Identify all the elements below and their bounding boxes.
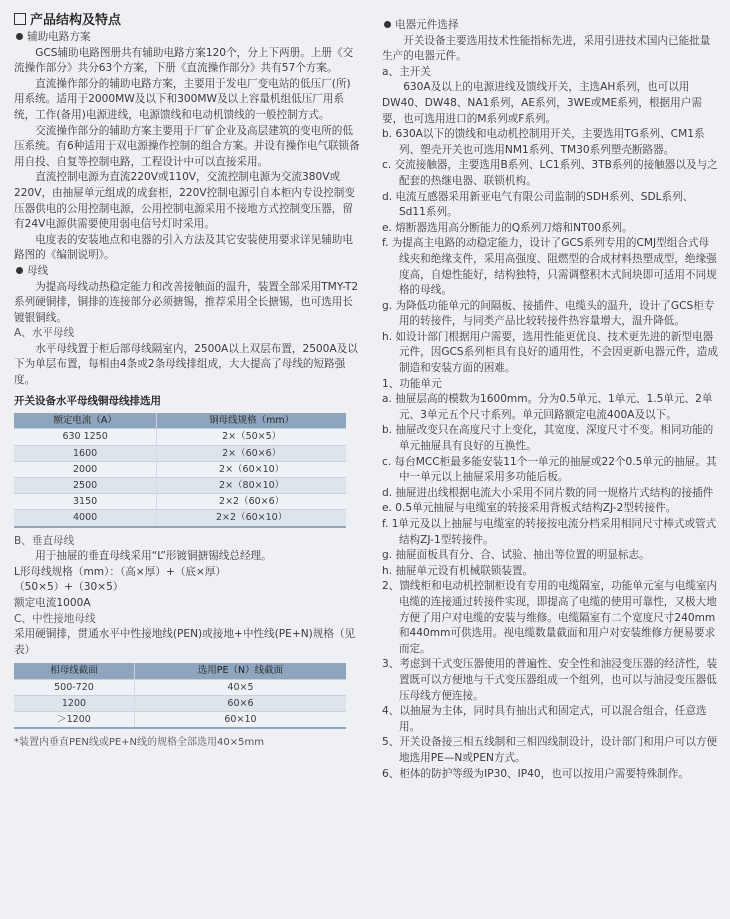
list-item: a. 抽屉层高的模数为1600mm。分为0.5单元、1单元、1.5单元、2单元、3单元五个尺寸系列。单元回路额定电流400A及以下。 — [382, 393, 713, 421]
list-item: c. 每台MCC柜最多能安装11个一单元的抽屉或22个0.5单元的抽屉。其中一单元以上抽屉采用多功能后板。 — [382, 455, 717, 484]
list-item: c. 交流接触器，主要选用B系列、LC1系列、3TB系列的接触器以及与之配套的热继电器、联锁机构。 — [382, 159, 718, 187]
table-row — [14, 679, 346, 695]
table2-header: 选用PE（N）线截面 — [134, 663, 346, 679]
list-item: d. 电流互感器采用新亚电气有限公司监制的SDH系列、SDL系列、Sd11系列。 — [382, 190, 694, 219]
table-row — [14, 663, 346, 679]
horizontal-bus-paragraph: 水平母线置于柜后部母线隔室内，2500A以上双层布置，2500A及以下为单层布置，每相由4条或2条母线排组成，大大提高了母线的短路强度。 — [14, 342, 358, 387]
table-cell: 500-720 — [14, 679, 134, 695]
neutral-bus-paragraph: 采用硬铜排，贯通水平中性接地线(PEN)或接地+中性线(PE+N)规格（见表） — [14, 628, 356, 656]
table-row — [14, 494, 346, 510]
table-cell: 2×2（60×10） — [157, 510, 346, 527]
aux-paragraph-3: 交流操作部分的辅助方案主要用于厂矿企业及高层建筑的变电所的低压系统。有6种适用于双电源操作控制的组合方案。并设有操作电气联锁备用自投、自复等控制电路，工程设计中可以直接采用。 — [14, 124, 360, 168]
table-cell: 1200 — [14, 695, 134, 711]
table-cell: 60×10 — [134, 712, 346, 729]
vertical-bus-paragraph: 用于抽屉的垂直母线采用“L”形镀铜搪锡线总经理。 — [35, 550, 272, 563]
checkbox-square-icon — [14, 13, 26, 25]
rated-current: 额定电流1000A — [14, 597, 91, 610]
table-cell: 2×（50×5） — [157, 429, 346, 445]
pen-table — [14, 663, 346, 729]
aux-paragraph-5: 电度表的安装地点和电器的引入方法及其它安装使用要求详见辅助电路图的《编制说明》。 — [14, 233, 353, 262]
aux-paragraph-4: 直流控制电源为直流220V或110V，交流控制电源为交流380V或220V，由抽屉单元组成的成套柜，220V控制电源引自本柜内专设控制变压器供电的公用控制电源，公用控制电源采用不接地方式控制变压器，留有24V电源供需要使用弱电信号灯时采用。 — [14, 171, 355, 231]
table-cell: 630 1250 — [14, 429, 157, 445]
main-switch-paragraph: 630A及以上的电源进线及馈线开关，主选AH系列，也可以用DW40、DW48、NA1系列，AE系列，3WE或ME系列，根据用户需要，也可选用进口的M系列或F系列。 — [382, 81, 702, 125]
table-cell: 40×5 — [134, 679, 346, 695]
bullet-dot-icon — [16, 267, 23, 274]
footnote: *装置内垂直PEN线或PE+N线的规格全部选用40×5mm — [14, 737, 264, 749]
l-bus-size: （50×5）+（30×5） — [14, 581, 124, 594]
table-cell: 3150 — [14, 494, 157, 510]
table-row — [14, 695, 346, 711]
table1-header: 铜母线规格（mm） — [157, 413, 346, 429]
main-switch-heading: a、主开关 — [382, 65, 431, 78]
neutral-bus-heading: C、中性接地母线 — [14, 612, 96, 625]
table1-title: 开关设备水平母线铜母线排选用 — [14, 394, 161, 407]
l-bus-spec: L形母线规格（mm）：（高×厚）+（底×厚） — [14, 565, 227, 578]
list-item: h. 如设计部门根据用户需要，选用性能更优良、技术更先进的新型电器元件，因GCS系列柜具有良好的通用性，不会因更新电器元件，造成制造和安装方面的困难。 — [382, 330, 718, 375]
bus-paragraph: 为提高母线动热稳定能力和改善接触面的温升，装置全部采用TMY-T2系列硬铜排，铜排的连接部分必须搪锡，推荐采用全长搪锡，也可选用长镀银铜线。 — [14, 280, 359, 324]
table-cell: 2×（60×10） — [157, 461, 346, 477]
elec-paragraph: 开关设备主要选用技术性能指标先进，采用引进技术国内已能批量生产的电器元件。 — [382, 34, 711, 63]
list-item: f. 为提高主电路的动稳定能力，设计了GCS系列专用的CMJ型组合式母线夹和绝缘支件，采用高强度、阻燃型的合成材料热塑成型，绝缘强度高，自熄性能好，结构独特，只需调整积木式间块即可适用不同规格的母线。 — [382, 237, 717, 297]
table-row — [14, 413, 346, 429]
elec-heading: 电器元件选择 — [382, 18, 718, 34]
aux-heading: 辅助电路方案 — [14, 30, 360, 46]
bus-heading: 母线 — [14, 264, 360, 280]
list-item: 2、馈线柜和电动机控制柜设有专用的电缆隔室，功能单元室与电缆室内电缆的连接通过转接件实现，即提高了电缆的使用可靠性，又极大地方便了用户对电缆的安装与维修。电缆隔室有二个宽度尺寸240mm和440mm可供选用。视电缆数量截面和用户对安装维修方便易要求而定。 — [382, 580, 718, 655]
list-item: e. 0.5单元抽屉与电缆室的转接采用背板式结构ZJ-2型转接件。 — [382, 502, 677, 515]
list-item: 6、柜体的防护等级为IP30、IP40，也可以按用户需要特殊制作。 — [382, 767, 689, 780]
list-item: 5、开关设备接三相五线制和三相四线制设计，设计部门和用户可以方便地选用PE—N或PEN方式。 — [382, 736, 718, 764]
list-item: g. 为降低功能单元的间隔板、接插件、电缆头的温升，设计了GCS柜专用的转接件，与同类产品比较转接件热容量增大，温升降低。 — [382, 299, 715, 328]
table-cell: 2000 — [14, 461, 157, 477]
aux-paragraph-2: 直流操作部分的辅助电路方案，主要用于发电厂变电站的低压厂(所)用系统。适用于2000MW及以下和300MW及以上容量机组低压厂用系统，工作(备用)电源进线，电源馈线和电动机馈线的一般控制方式。 — [14, 77, 351, 121]
table-cell: 2×2（60×6） — [157, 494, 346, 510]
list-item: f. 1单元及以上抽屉与电缆室的转接按电流分档采用相同尺寸棒式或管式结构ZJ-1型转接件。 — [382, 518, 717, 546]
table-row — [14, 445, 346, 461]
table-cell: 4000 — [14, 510, 157, 527]
list-item: e. 熔断器选用高分断能力的Q系列刀熔和NT00系列。 — [382, 221, 633, 234]
table1-header: 额定电流（A） — [14, 413, 157, 429]
table-row — [14, 510, 346, 527]
list-item: 4、以抽屉为主体，同时具有抽出式和固定式，可以混合组合，任意选用。 — [382, 705, 707, 733]
horizontal-bus-heading: A、水平母线 — [14, 327, 75, 340]
section-title: 产品结构及特点 — [14, 12, 360, 30]
list-item: 3、考虑到干式变压器使用的普遍性、安全性和油浸变压器的经济性，装置既可以方便地与干式变压器组成一个组列，也可以与油浸变压器低压母线方便连接。 — [382, 658, 718, 702]
table-row — [14, 712, 346, 729]
right-column — [382, 0, 718, 782]
table-cell: 2×（80×10） — [157, 478, 346, 494]
left-column — [14, 0, 360, 751]
aux-paragraph-1: GCS辅助电路图册共有辅助电路方案120个，分上下两册。上册《交流操作部分》共分63个方案，下册《直流操作部分》共有57个方案。 — [14, 46, 354, 75]
table-cell: 2500 — [14, 478, 157, 494]
list-item: b. 抽屉改变只在高度尺寸上变化，其宽度、深度尺寸不变。相同功能的单元抽屉具有良好的互换性。 — [382, 424, 714, 453]
function-unit-heading: 1、功能单元 — [382, 377, 442, 390]
table-row — [14, 461, 346, 477]
list-item: g. 抽屉面板具有分、合、试验、抽出等位置的明显标志。 — [382, 549, 650, 562]
bullet-dot-icon — [16, 33, 23, 40]
table-cell: 2×（60×6） — [157, 445, 346, 461]
table-cell: ＞1200 — [14, 712, 134, 729]
vertical-bus-heading: B、垂直母线 — [14, 534, 75, 547]
table-row — [14, 429, 346, 445]
table-cell: 1600 — [14, 445, 157, 461]
list-item: b. 630A以下的馈线和电动机控制用开关，主要选用TG系列、CM1系列、塑壳开关也可选用NM1系列、TM30系列塑壳断路器。 — [382, 128, 705, 156]
list-item: d. 抽屉进出线根据电流大小采用不同片数的同一规格片式结构的接插件 — [382, 486, 714, 499]
table-cell: 60×6 — [134, 695, 346, 711]
list-item: h. 抽屉单元设有机械联锁装置。 — [382, 564, 534, 577]
table2-header: 相母线截面 — [14, 663, 134, 679]
table-row — [14, 478, 346, 494]
busbar-table — [14, 413, 346, 527]
bullet-dot-icon — [384, 21, 391, 28]
